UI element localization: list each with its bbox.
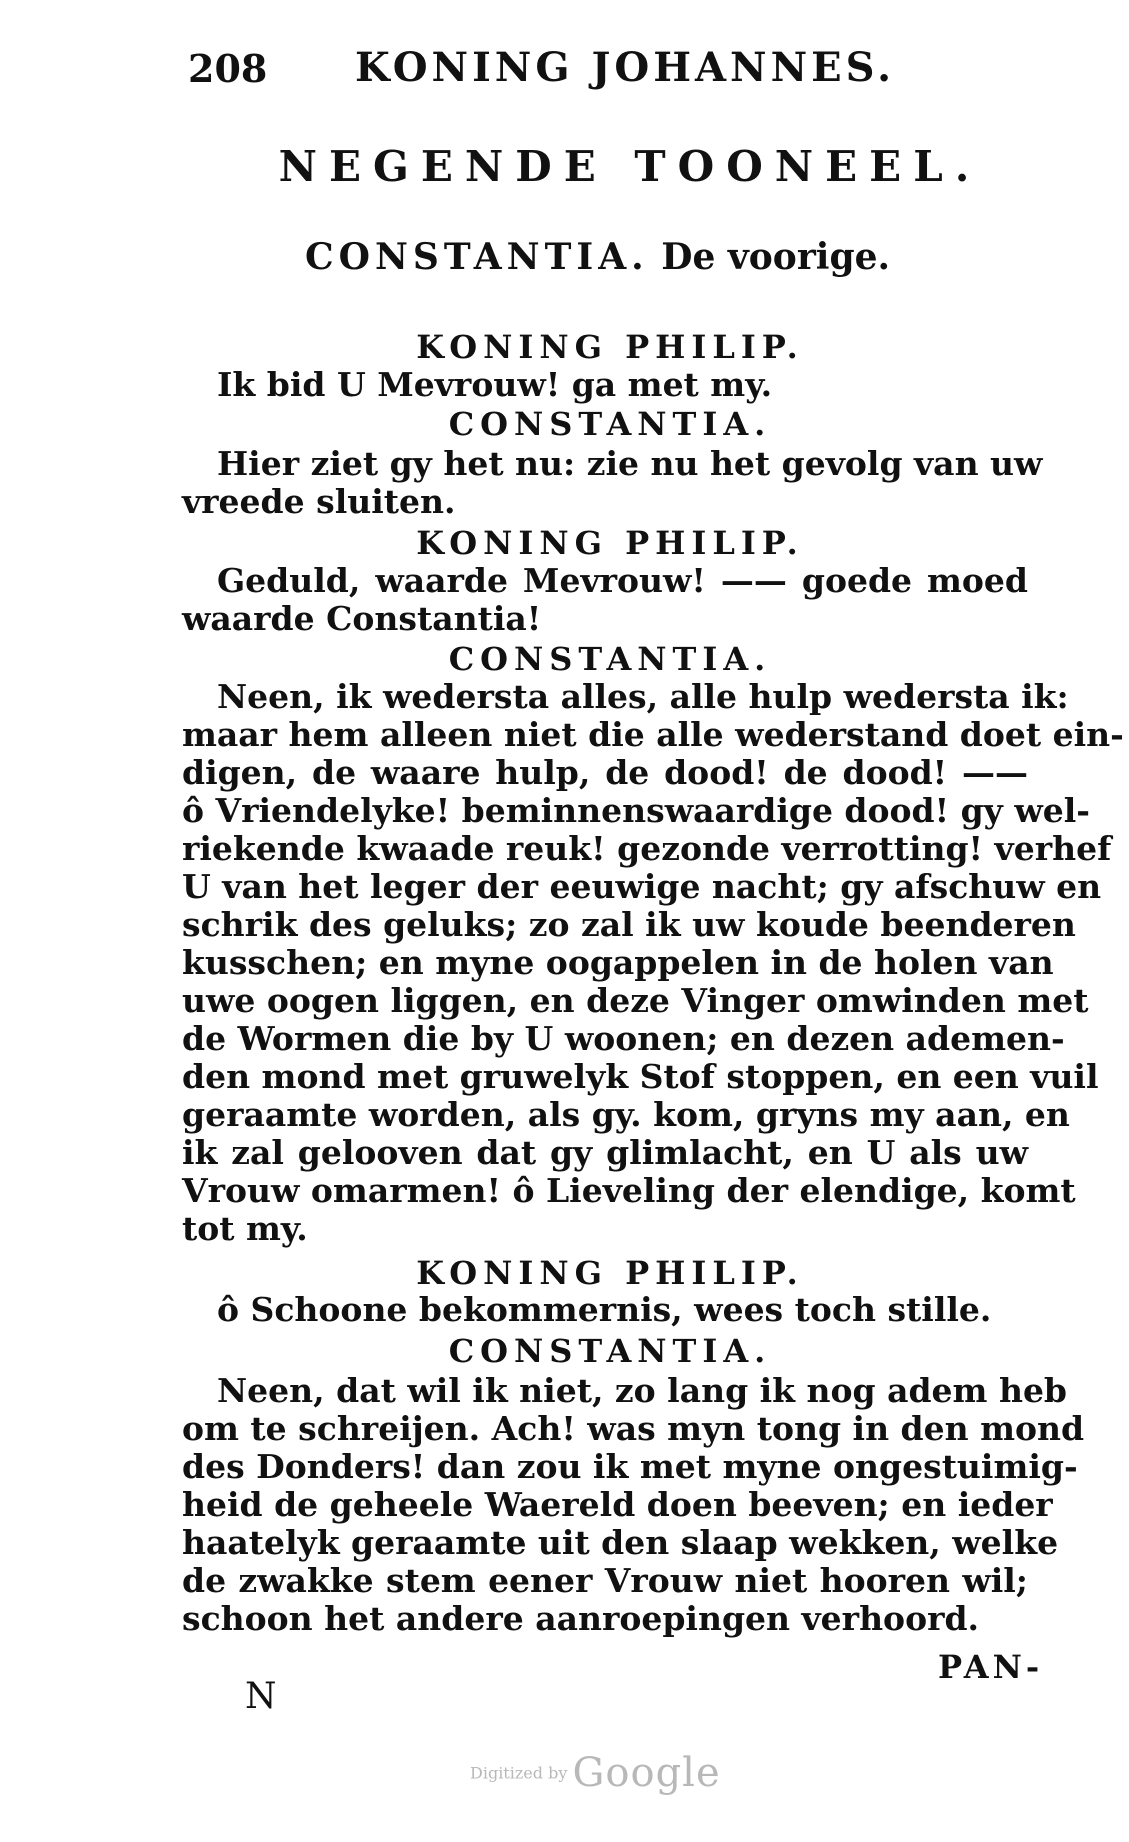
speaker-name: KONING PHILIP. [416,524,804,562]
digitized-watermark [470,1750,721,1796]
text-line: kusschen; en myne oogappelen in de holen van [182,943,1054,982]
page-number: 208 [188,46,268,91]
text-line: ô Schoone bekommernis, wees toch stille. [217,1290,992,1329]
text-line: tot my. [182,1209,308,1248]
text-line: ik zal gelooven dat gy glimlacht, en U als uw [182,1133,1028,1172]
text-line: Geduld, waarde Mevrouw! —— goede moed [217,561,1028,600]
text-line: Ik bid U Mevrouw! ga met my. [217,365,773,404]
speaker-name: KONING PHILIP. [416,1254,804,1292]
text-line: haatelyk geraamte uit den slaap wekken, welke [182,1523,1059,1562]
text-line: vreede sluiten. [182,482,456,521]
speaker-name: CONSTANTIA. [448,640,772,678]
text-line: den mond met gruwelyk Stof stoppen, en een vuil [182,1057,1099,1096]
watermark-prefix: Digitized by [470,1763,568,1783]
cast-name: CONSTANTIA. [305,236,649,278]
text-line: uwe oogen liggen, en deze Vinger omwinden met [182,981,1089,1020]
text-line: riekende kwaade reuk! gezonde verrotting! verhef [182,829,1112,868]
running-title: KONING JOHANNES. [355,44,896,91]
text-line: geraamte worden, als gy. kom, gryns my aan, en [182,1095,1070,1134]
text-line: Neen, dat wil ik niet, zo lang ik nog adem heb [217,1371,1068,1410]
text-line: schoon het andere aanroepingen verhoord. [182,1599,980,1638]
text-line: des Donders! dan zou ik met myne ongestuimig- [182,1447,1078,1486]
text-line: de zwakke stem eener Vrouw niet hooren wil; [182,1561,1028,1600]
text-line: ô Vriendelyke! beminnenswaardige dood! gy wel- [182,791,1090,830]
text-line: heid de geheele Waereld doen beeven; en ieder [182,1485,1053,1524]
text-line: maar hem alleen niet die alle wederstand doet ein- [182,715,1124,754]
text-line: waarde Constantia! [182,599,542,638]
text-line: om te schreijen. Ach! was myn tong in den mond [182,1409,1085,1448]
text-line: de Wormen die by U woonen; en dezen ademen- [182,1019,1065,1058]
google-logo: Google [572,1750,721,1796]
text-line: schrik des geluks; zo zal ik uw koude beenderen [182,905,1076,944]
scene-title: NEGENDE TOONEEL. [278,142,982,191]
text-line: digen, de waare hulp, de dood! de dood! —— [182,753,1028,792]
text-line: Hier ziet gy het nu: zie nu het gevolg van uw [217,444,1043,483]
scene-cast [305,236,890,278]
text-line: U van het leger der eeuwige nacht; gy afschuw en [182,867,1102,906]
cast-rest: De voorige. [661,236,891,278]
catchword: PAN- [938,1648,1044,1686]
speaker-name: CONSTANTIA. [448,405,772,443]
text-line: Vrouw omarmen! ô Lieveling der elendige, komt [182,1171,1076,1210]
signature-mark: N [245,1676,277,1717]
speaker-name: CONSTANTIA. [448,1332,772,1370]
text-line: Neen, ik wedersta alles, alle hulp wedersta ik: [217,677,1069,716]
speaker-name: KONING PHILIP. [416,328,804,366]
